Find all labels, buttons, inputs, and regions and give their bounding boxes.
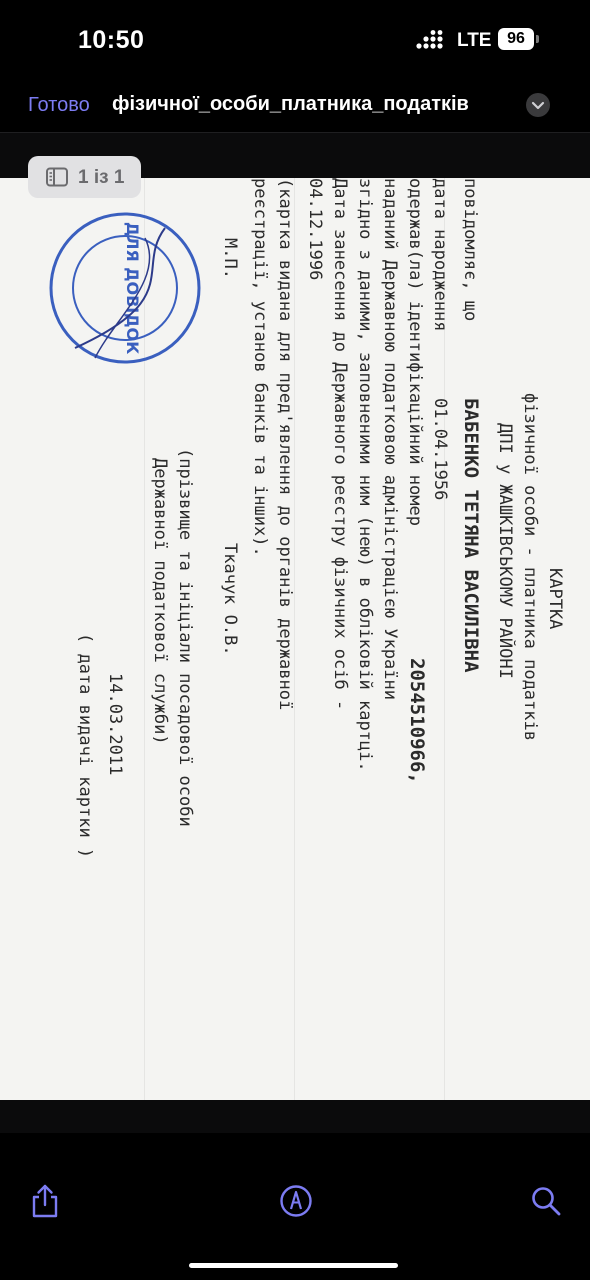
doc-line: одержав(ла) ідентифікаційний номер xyxy=(405,178,425,526)
title-menu-button[interactable] xyxy=(526,93,550,117)
doc-line: ( дата видачі картки ) xyxy=(75,633,95,859)
search-icon[interactable] xyxy=(530,1183,562,1219)
page-indicator[interactable] xyxy=(28,156,141,198)
tax-card-document xyxy=(5,178,585,1100)
network-type: LTE xyxy=(457,30,492,51)
doc-line: Ткачук О.В. xyxy=(220,543,240,656)
stamp-text: ДЛЯ ДОВІДОК xyxy=(123,221,142,355)
home-indicator[interactable] xyxy=(189,1263,398,1268)
document-page xyxy=(0,178,590,1100)
done-button[interactable]: Готово xyxy=(28,94,90,116)
sidebar-icon xyxy=(46,167,68,187)
doc-line: дата народження xyxy=(430,178,450,332)
signal-icon xyxy=(416,30,448,50)
doc-line: 14.03.2011 xyxy=(105,673,125,776)
doc-line-id: 2054510966, xyxy=(406,658,428,784)
page-indicator-label: 1 із 1 xyxy=(78,167,125,188)
markup-icon[interactable] xyxy=(279,1183,313,1219)
doc-line-name: БАБЕНКО ТЕТЯНА ВАСИЛІВНА xyxy=(460,398,482,673)
share-icon[interactable] xyxy=(29,1183,61,1219)
document-viewer[interactable] xyxy=(0,133,590,1133)
doc-line: ДПІ у ЖАШКІВСЬКОМУ РАЙОНІ xyxy=(495,423,515,679)
doc-line: Державної податкової служби) xyxy=(150,458,170,745)
chevron-down-icon xyxy=(526,93,550,117)
doc-line: М.П. xyxy=(220,238,240,279)
doc-line: згідно з даними, заповненими ним (нею) в обліковій картці. xyxy=(355,178,375,772)
doc-line: повідомляє, що xyxy=(460,178,480,322)
nav-bar xyxy=(0,80,590,132)
battery-level: 96 xyxy=(498,28,534,50)
status-bar xyxy=(0,0,590,80)
doc-line: фізичної особи - платника податків xyxy=(520,393,540,741)
document-title[interactable]: фізичної_особи_платника_податків xyxy=(112,93,469,115)
status-time: 10:50 xyxy=(78,26,145,54)
doc-line: наданий Державною податковою адміністрацією України xyxy=(380,178,400,700)
doc-line: (картка видана для пред'явлення до органів державної xyxy=(275,178,295,711)
stamp-image xyxy=(45,208,205,368)
doc-line: 01.04.1956 xyxy=(430,398,450,501)
bottom-toolbar xyxy=(0,1133,590,1280)
doc-line: реєстрації, установ банків та інших). xyxy=(250,178,270,557)
doc-line: Дата занесення до Державного реєстру фізичних осіб - xyxy=(330,178,350,711)
battery-icon xyxy=(498,28,538,50)
doc-line: (прізвище та ініціали посадової особи xyxy=(175,448,195,827)
doc-line: 04.12.1996 xyxy=(305,178,325,281)
doc-line: КАРТКА xyxy=(545,568,565,630)
